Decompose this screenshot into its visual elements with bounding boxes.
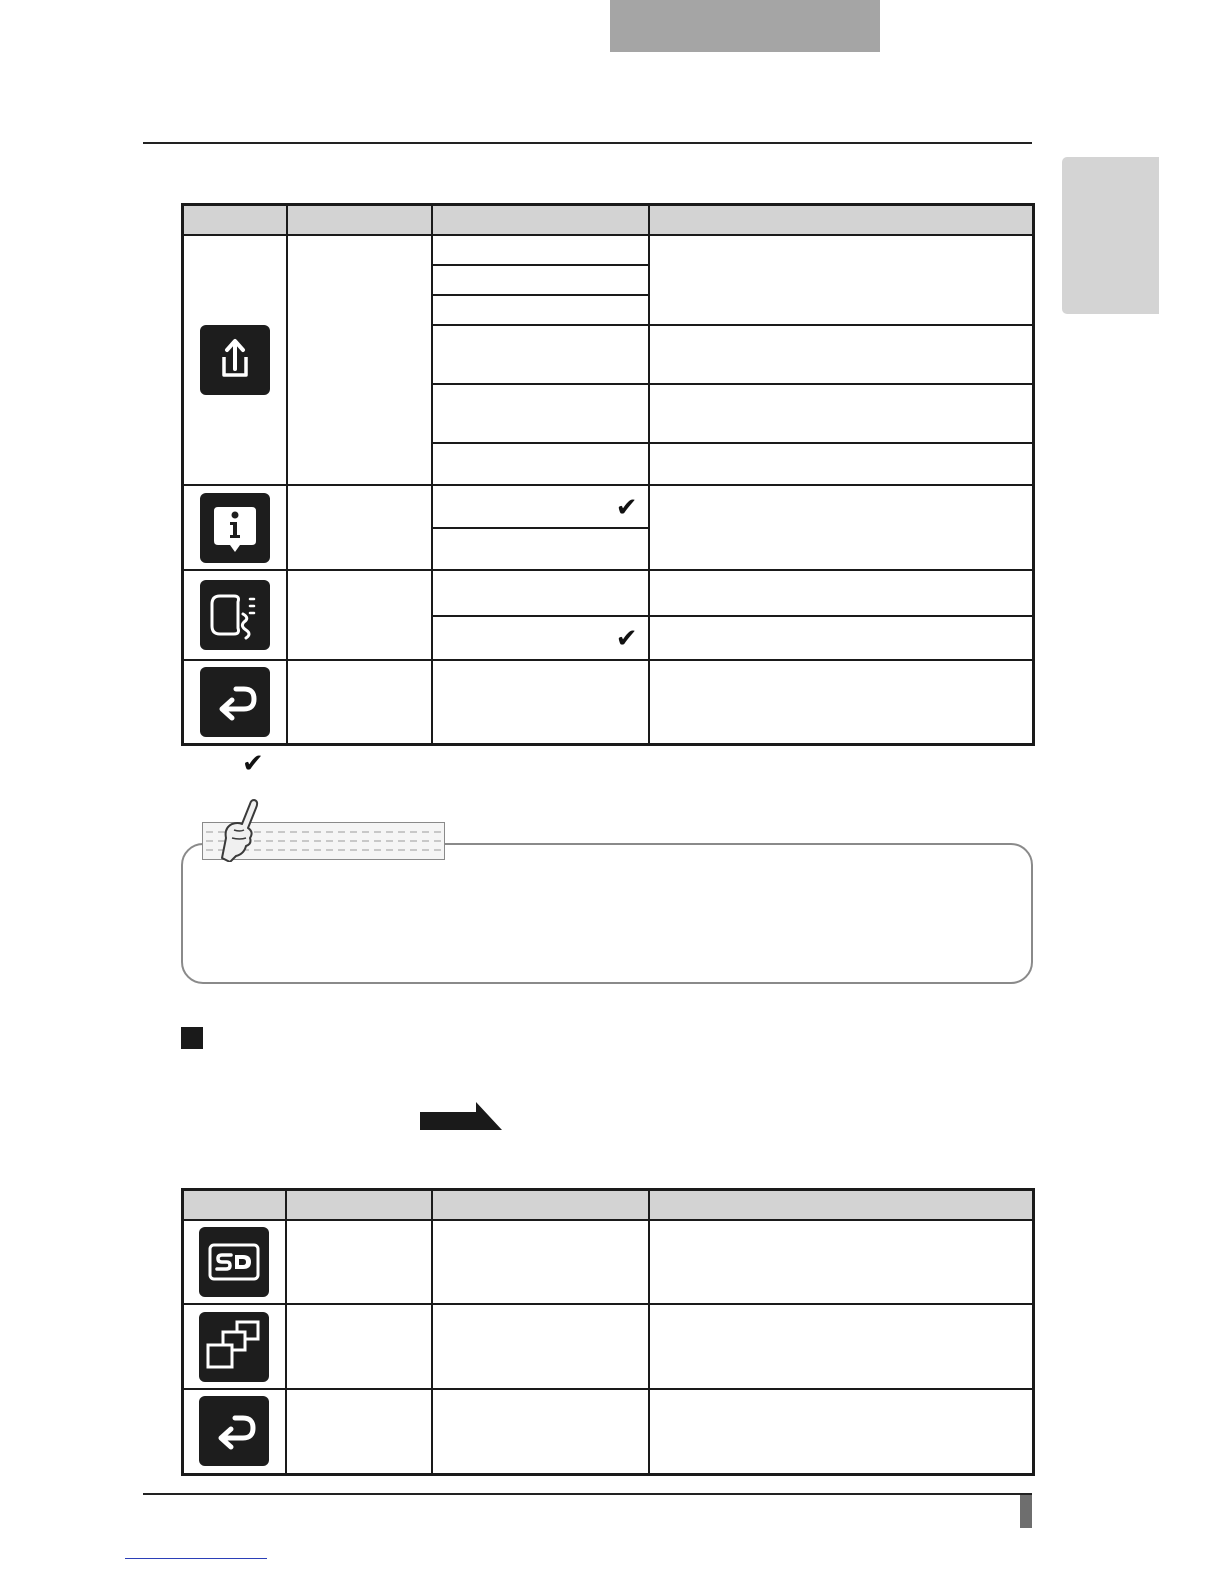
back-description [649, 660, 1034, 744]
header-icon [183, 1190, 286, 1221]
header-item [287, 205, 432, 236]
table-header-row [183, 1190, 1034, 1221]
voice-description-1 [649, 570, 1034, 616]
footer-link[interactable] [125, 1558, 267, 1559]
back-option[interactable] [432, 1389, 649, 1474]
header-icon [183, 205, 287, 236]
table-row [183, 570, 1034, 616]
settings-table-2 [181, 1188, 1035, 1476]
default-check-icon: ✔ [615, 491, 638, 522]
header-description [649, 205, 1034, 236]
upload-description-4 [649, 325, 1034, 384]
sd-description [649, 1220, 1034, 1304]
upload-option-1[interactable] [432, 235, 649, 265]
side-index-tab [1062, 157, 1159, 314]
voice-icon-cell [183, 570, 287, 660]
upload-description-5 [649, 384, 1034, 443]
table-header-row [183, 205, 1034, 236]
sd-item-name [286, 1220, 432, 1304]
upload-item-name [287, 235, 432, 485]
info-option-1[interactable] [432, 485, 649, 528]
header-item [286, 1190, 432, 1221]
upload-description-6 [649, 443, 1034, 485]
info-icon[interactable] [200, 493, 270, 563]
upload-icon[interactable] [200, 325, 270, 395]
upload-option-2[interactable] [432, 265, 649, 295]
sd-card-icon[interactable] [199, 1227, 269, 1297]
voice-guide-icon[interactable] [200, 580, 270, 650]
upload-option-3[interactable] [432, 295, 649, 325]
copy-windows-icon[interactable] [199, 1312, 269, 1382]
page-number-tab [1020, 1495, 1032, 1528]
header-rule [143, 142, 1032, 144]
table-row [183, 1389, 1034, 1474]
note-box [181, 843, 1033, 984]
upload-option-4[interactable] [432, 325, 649, 384]
table-row [183, 1220, 1034, 1304]
table-row [183, 485, 1034, 528]
table-row [183, 660, 1034, 744]
upload-option-6[interactable] [432, 443, 649, 485]
sd-option[interactable] [432, 1220, 649, 1304]
settings-table-1 [181, 203, 1035, 746]
return-icon[interactable] [199, 1396, 269, 1466]
sd-icon-cell [183, 1220, 286, 1304]
return-icon[interactable] [200, 667, 270, 737]
copy-icon-cell [183, 1304, 286, 1389]
back-option[interactable] [432, 660, 649, 744]
info-icon-cell [183, 485, 287, 570]
info-option-2[interactable] [432, 528, 649, 570]
info-item-name [287, 485, 432, 570]
footer-rule [143, 1493, 1032, 1495]
voice-option-1[interactable] [432, 570, 649, 616]
section-marker [181, 1027, 203, 1049]
info-description [649, 485, 1034, 570]
voice-option-2[interactable] [432, 616, 649, 660]
right-arrow-icon [420, 1102, 502, 1130]
back-icon-cell [183, 660, 287, 744]
back-item-name [286, 1389, 432, 1474]
chapter-tab [610, 0, 880, 52]
voice-item-name [287, 570, 432, 660]
pointing-hand-icon [214, 798, 264, 862]
copy-option[interactable] [432, 1304, 649, 1389]
copy-description [649, 1304, 1034, 1389]
upload-icon-cell [183, 235, 287, 485]
upload-description-group [649, 235, 1034, 325]
copy-item-name [286, 1304, 432, 1389]
voice-description-2 [649, 616, 1034, 660]
header-description [649, 1190, 1034, 1221]
upload-option-5[interactable] [432, 384, 649, 443]
header-setting [432, 205, 649, 236]
back-icon-cell [183, 1389, 286, 1474]
back-description [649, 1389, 1034, 1474]
table-row [183, 1304, 1034, 1389]
default-check-icon: ✔ [615, 623, 638, 653]
header-setting [432, 1190, 649, 1221]
legend-default-check-icon: ✔ [242, 748, 264, 778]
back-item-name [287, 660, 432, 744]
table-row [183, 235, 1034, 265]
